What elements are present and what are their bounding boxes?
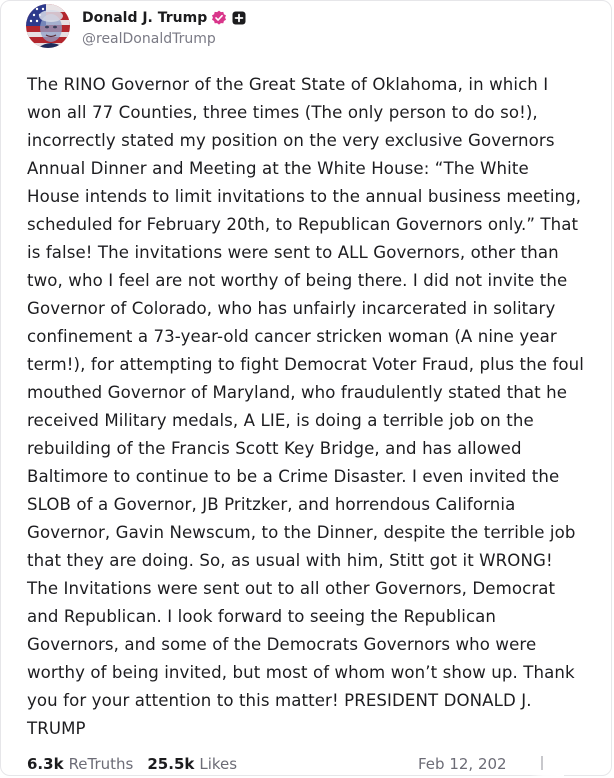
post-header [26,4,247,48]
date-cursor-mark [541,756,543,770]
likes-label: Likes [199,755,238,773]
author-display-name[interactable]: Donald J. Trump [82,10,208,26]
post-footer [27,752,602,776]
verified-badge-icon [211,10,227,26]
author-handle[interactable]: @realDonaldTrump [82,31,216,47]
post-body: The RINO Governor of the Great State of Oklahoma, in which I won all 77 Counties, three times (The only person to do so!), incorrectly stated my position on the very exclusive Governors Annual Dinner and Meeting at the White House: “The White House intends to limit invitations to the annual business meeting, scheduled for February 20th, to Republican Governors only.” That is false! The invitations were sent to ALL Governors, other than two, who I feel are not worthy of being there. I did not invite the Governor of Colorado, who has unfairly incarcerated in solitary confinement a 73-year-old cancer stricken woman (A nine year term!), for attempting to fight Democrat Voter Fraud, plus the foul mouthed Governor of Maryland, who fraudulently stated that he received Military medals, A LIE, is doing a terrible job on the rebuilding of the Francis Scott Key Bridge, and has allowed Baltimore to continue to be a Crime Disaster. I even invited the SLOB of a Governor, JB Pritzker, and horrendous California Governor, Gavin Newscum, to the Dinner, despite the terrible job that they are doing. So, as usual with him, Stitt got it WRONG! The Invitations were sent out to all other Governors, Democrat and Republican. I look forward to seeing the Republican Governors, and some of the Democrats Governors who were worthy of being invited, but most of whom won’t show up. Thank you for your attention to this matter! PRESIDENT DONALD J. TRUMP [27,75,584,738]
retruths-count: 6.3k [27,755,64,773]
avatar-image [26,4,70,48]
retruths-label: ReTruths [68,755,134,773]
avatar[interactable] [26,4,70,48]
retruths-stat[interactable] [27,755,133,773]
date-fade-overlay [530,752,564,776]
likes-stat[interactable] [147,755,237,773]
plus-badge-icon [231,10,247,26]
post-date[interactable]: Feb 12, 202 [418,755,507,773]
likes-count: 25.5k [147,755,195,773]
